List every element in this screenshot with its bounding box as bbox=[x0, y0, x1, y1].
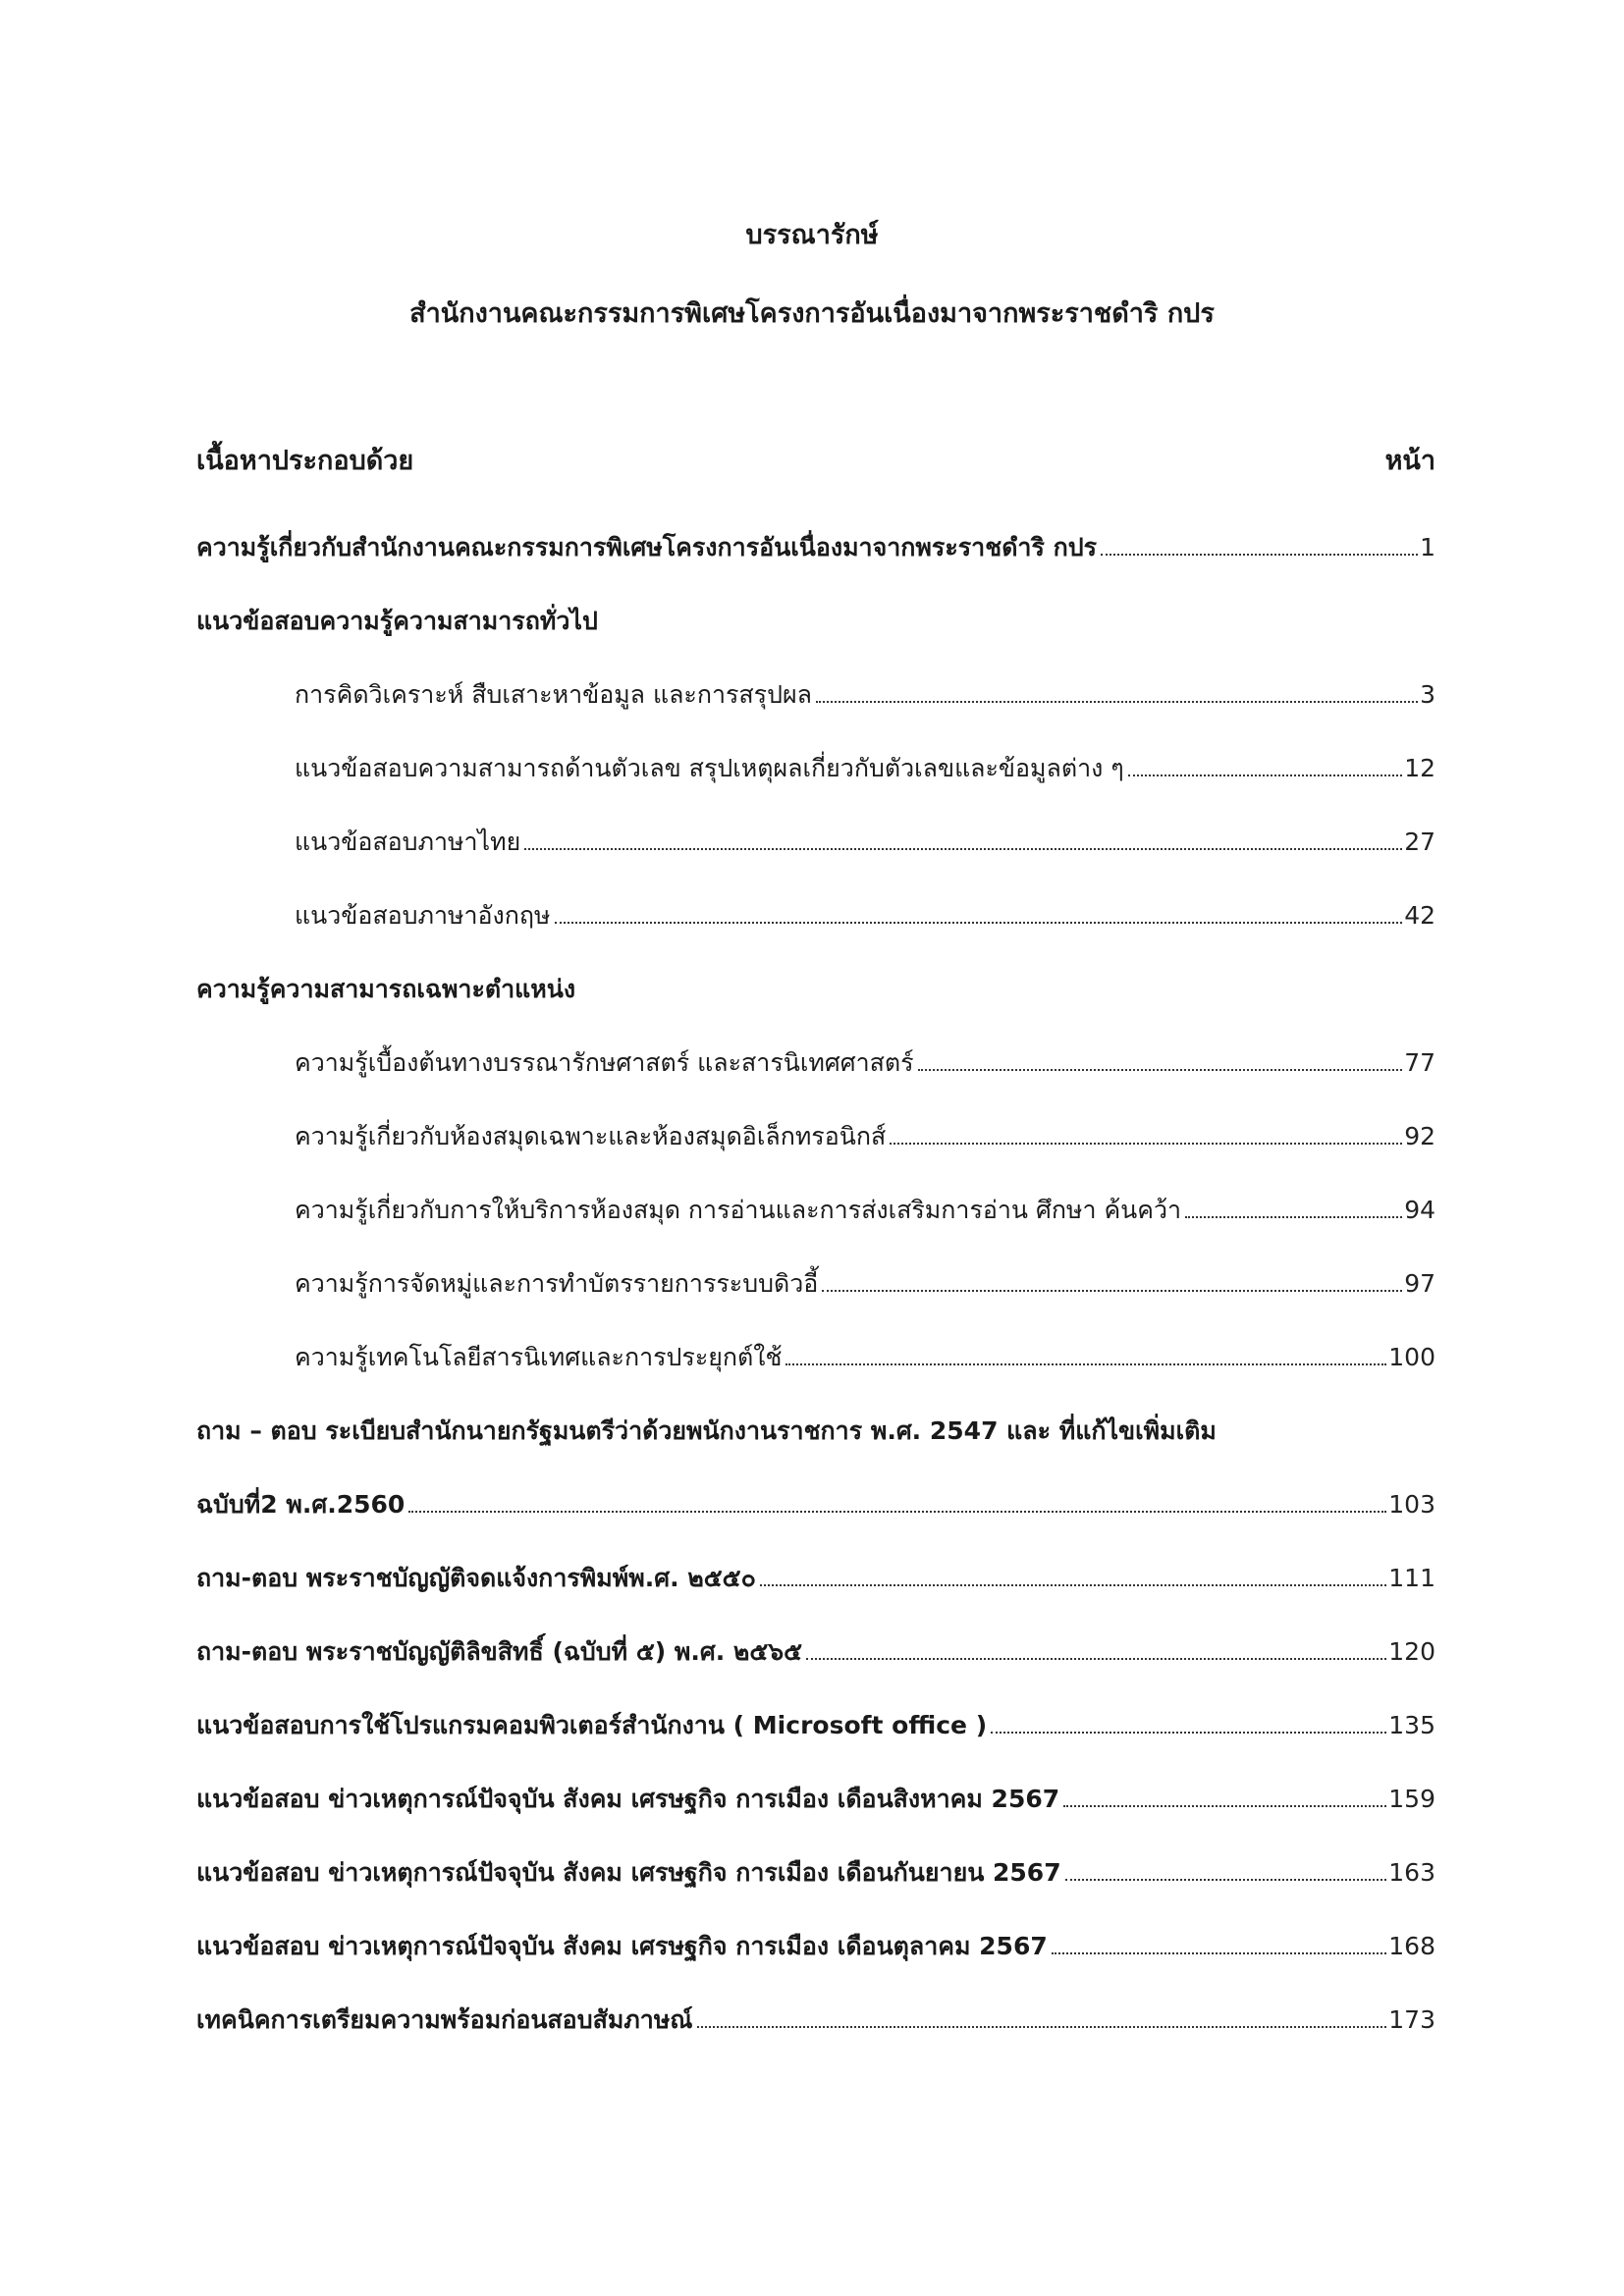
toc-entry-title: แนวข้อสอบการใช้โปรแกรมคอมพิวเตอร์สำนักงาน ( Microsoft office ) bbox=[196, 1710, 988, 1739]
toc-entry bbox=[196, 1762, 1435, 1836]
toc-entry-page: 92 bbox=[1404, 1122, 1435, 1150]
toc-entry-page: 163 bbox=[1388, 1858, 1435, 1887]
toc-leader-dots bbox=[890, 1142, 1402, 1145]
table-of-contents bbox=[196, 510, 1435, 2056]
toc-leader-dots bbox=[1052, 1951, 1387, 1954]
toc-entry-page: 100 bbox=[1388, 1343, 1435, 1371]
toc-entry bbox=[196, 1247, 1435, 1320]
toc-entry-title: ความรู้เกี่ยวกับห้องสมุดเฉพาะและห้องสมุดอิเล็กทรอนิกส์ bbox=[295, 1121, 887, 1150]
toc-entry-page: 77 bbox=[1404, 1048, 1435, 1077]
toc-entry-title: ความรู้เบื้องต้นทางบรรณารักษศาสตร์ และสารนิเทศศาสตร์ bbox=[295, 1047, 914, 1077]
document-subtitle: สำนักงานคณะกรรมการพิเศษโครงการอันเนื่องมาจากพระราชดำริ กปร bbox=[409, 298, 1215, 329]
toc-leader-dots bbox=[697, 2025, 1387, 2028]
toc-entry bbox=[196, 1541, 1435, 1615]
toc-entry bbox=[196, 1688, 1435, 1762]
toc-entry bbox=[196, 879, 1435, 952]
toc-entry bbox=[196, 1099, 1435, 1173]
toc-entry bbox=[196, 1909, 1435, 1983]
toc-entry-page: 103 bbox=[1388, 1490, 1435, 1519]
toc-section-heading bbox=[196, 584, 1435, 658]
toc-entry bbox=[196, 1983, 1435, 2056]
toc-entry-page: 42 bbox=[1404, 901, 1435, 930]
toc-entry bbox=[196, 658, 1435, 731]
toc-entry-page: 97 bbox=[1404, 1269, 1435, 1298]
toc-entry-title: ความรู้เกี่ยวกับการให้บริการห้องสมุด การอ่านและการส่งเสริมการอ่าน ศึกษา ค้นคว้า bbox=[295, 1195, 1182, 1224]
toc-entry-page: 168 bbox=[1388, 1932, 1435, 1960]
document-title: บรรณารักษ์ bbox=[745, 220, 879, 250]
toc-entry-title: แนวข้อสอบ ข่าวเหตุการณ์ปัจจุบัน สังคม เศรษฐกิจ การเมือง เดือนตุลาคม 2567 bbox=[196, 1931, 1048, 1960]
toc-entry bbox=[196, 1026, 1435, 1099]
toc-entry-title: แนวข้อสอบ ข่าวเหตุการณ์ปัจจุบัน สังคม เศรษฐกิจ การเมือง เดือนสิงหาคม 2567 bbox=[196, 1784, 1060, 1813]
toc-leader-dots bbox=[555, 921, 1403, 924]
toc-entry-title: ความรู้ความสามารถเฉพาะตำแหน่ง bbox=[196, 974, 576, 1003]
toc-leader-dots bbox=[991, 1731, 1386, 1734]
toc-leader-dots bbox=[806, 1657, 1386, 1660]
toc-leader-dots bbox=[1063, 1804, 1386, 1807]
toc-entry-page: 27 bbox=[1404, 828, 1435, 856]
toc-header-contents: เนื้อหาประกอบด้วย bbox=[196, 446, 414, 476]
toc-entry-title: ถาม-ตอบ พระราชบัญญัติจดแจ้งการพิมพ์พ.ศ. ๒๕๕๐ bbox=[196, 1563, 756, 1592]
toc-entry-title: เทคนิคการเตรียมความพร้อมก่อนสอบสัมภาษณ์ bbox=[196, 2004, 693, 2034]
toc-entry-page: 3 bbox=[1420, 680, 1435, 709]
toc-header bbox=[196, 440, 1435, 483]
toc-leader-dots bbox=[408, 1510, 1386, 1513]
toc-header-page: หน้า bbox=[1384, 446, 1435, 476]
toc-entry bbox=[196, 1320, 1435, 1394]
toc-leader-dots bbox=[1128, 774, 1402, 776]
toc-entry-title: แนวข้อสอบภาษาอังกฤษ bbox=[295, 900, 551, 930]
toc-entry-title: ความรู้เกี่ยวกับสำนักงานคณะกรรมการพิเศษโครงการอันเนื่องมาจากพระราชดำริ กปร bbox=[196, 532, 1098, 561]
toc-entry bbox=[196, 1615, 1435, 1688]
toc-leader-dots bbox=[822, 1289, 1402, 1292]
toc-entry-page: 135 bbox=[1388, 1711, 1435, 1739]
toc-entry-page: 173 bbox=[1388, 2005, 1435, 2034]
toc-entry-title: การคิดวิเคราะห์ สืบเสาะหาข้อมูล และการสรุปผล bbox=[295, 679, 812, 709]
toc-entry-page: 120 bbox=[1388, 1637, 1435, 1666]
toc-entry-title: แนวข้อสอบความสามารถด้านตัวเลข สรุปเหตุผลเกี่ยวกับตัวเลขและข้อมูลต่าง ๆ bbox=[295, 753, 1124, 782]
toc-entry bbox=[196, 510, 1435, 584]
toc-leader-dots bbox=[918, 1068, 1403, 1071]
toc-leader-dots bbox=[816, 700, 1418, 703]
toc-entry-title: แนวข้อสอบความรู้ความสามารถทั่วไป bbox=[196, 606, 598, 635]
toc-leader-dots bbox=[1185, 1215, 1402, 1218]
toc-entry bbox=[196, 731, 1435, 805]
toc-entry-title: แนวข้อสอบ ข่าวเหตุการณ์ปัจจุบัน สังคม เศรษฐกิจ การเมือง เดือนกันยายน 2567 bbox=[196, 1857, 1061, 1887]
toc-entry-title: ความรู้การจัดหมู่และการทำบัตรรายการระบบดิวอี้ bbox=[295, 1268, 819, 1298]
toc-entry-title: แนวข้อสอบภาษาไทย bbox=[295, 827, 521, 856]
toc-leader-dots bbox=[1101, 553, 1418, 556]
toc-entry-page: 159 bbox=[1388, 1785, 1435, 1813]
toc-entry-title: ถาม-ตอบ พระราชบัญญัติลิขสิทธิ์ (ฉบับที่ ๕) พ.ศ. ๒๕๖๕ bbox=[196, 1636, 803, 1666]
toc-entry bbox=[196, 1836, 1435, 1909]
toc-entry-title: ความรู้เทคโนโลยีสารนิเทศและการประยุกต์ใช้ bbox=[295, 1342, 783, 1371]
toc-leader-dots bbox=[760, 1583, 1386, 1586]
toc-entry-page: 1 bbox=[1420, 533, 1435, 561]
toc-entry-title: ฉบับที่2 พ.ศ.2560 bbox=[196, 1489, 406, 1519]
toc-entry-page: 94 bbox=[1404, 1196, 1435, 1224]
toc-entry bbox=[196, 805, 1435, 879]
toc-entry bbox=[196, 1394, 1435, 1468]
toc-section-heading bbox=[196, 952, 1435, 1026]
toc-entry-title: ถาม – ตอบ ระเบียบสำนักนายกรัฐมนตรีว่าด้วยพนักงานราชการ พ.ศ. 2547 และ ที่แก้ไขเพิ่มเติม bbox=[196, 1415, 1217, 1445]
toc-entry-page: 12 bbox=[1404, 754, 1435, 782]
toc-entry-page: 111 bbox=[1388, 1564, 1435, 1592]
toc-entry bbox=[196, 1468, 1435, 1541]
toc-leader-dots bbox=[1065, 1878, 1387, 1881]
toc-leader-dots bbox=[785, 1362, 1386, 1365]
toc-entry bbox=[196, 1173, 1435, 1247]
toc-leader-dots bbox=[524, 847, 1402, 850]
